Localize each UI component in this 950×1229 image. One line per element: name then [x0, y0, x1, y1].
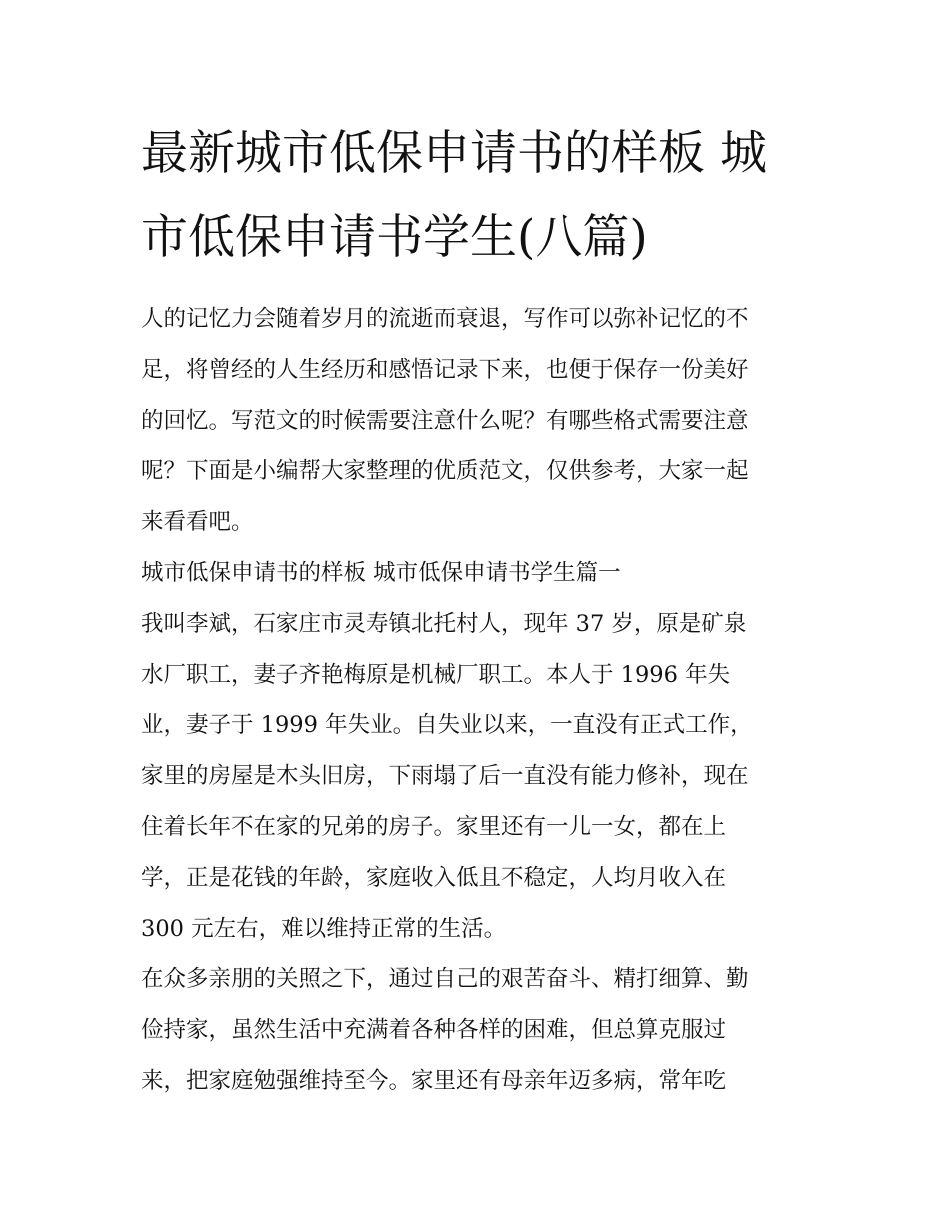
paragraph-line: 水厂职工，妻子齐艳梅原是机械厂职工。本人于 1996 年失 [141, 661, 731, 688]
intro-line: 的回忆。写范文的时候需要注意什么呢？有哪些格式需要注意 [141, 407, 749, 434]
document-title [141, 112, 813, 280]
intro-line: 人的记忆力会随着岁月的流逝而衰退，写作可以弥补记忆的不 [141, 306, 749, 332]
intro-paragraph [141, 294, 813, 548]
paragraph-line: 住着长年不在家的兄弟的房子。家里还有一儿一女，都在上 [141, 813, 727, 840]
intro-line: 足，将曾经的人生经历和感悟记录下来，也便于保存一份美好 [141, 356, 749, 383]
paragraph-line: 来，把家庭勉强维持至今。家里还有母亲年迈多病，常年吃 [141, 1067, 727, 1094]
intro-line: 呢？下面是小编帮大家整理的优质范文，仅供参考，大家一起 [141, 458, 749, 485]
title-line: 最新城市低保申请书的样板 城 [141, 126, 767, 181]
paragraph-1 [141, 599, 813, 955]
paragraph-2 [141, 954, 813, 1106]
paragraph-line: 在众多亲朋的关照之下，通过自己的艰苦奋斗、精打细算、勤 [141, 966, 749, 993]
paragraph-line: 300 元左右，难以维持正常的生活。 [141, 915, 507, 942]
paragraph-line: 学，正是花钱的年龄，家庭收入低且不稳定，人均月收入在 [141, 864, 727, 891]
intro-line: 来看看吧。 [141, 509, 254, 536]
document-page [141, 112, 813, 1107]
paragraph-line: 业，妻子于 1999 年失业。自失业以来，一直没有正式工作， [141, 712, 753, 739]
section-heading: 城市低保申请书的样板 城市低保申请书学生篇一 [141, 559, 621, 586]
paragraph-line: 家里的房屋是木头旧房，下雨塌了后一直没有能力修补，现在 [141, 763, 749, 790]
title-line: 市低保申请书学生(八篇) [141, 210, 648, 265]
paragraph-line: 俭持家，虽然生活中充满着各种各样的困难，但总算克服过 [141, 1017, 727, 1044]
paragraph-line: 我叫李斌，石家庄市灵寿镇北托村人，现年 37 岁，原是矿泉 [141, 610, 747, 637]
